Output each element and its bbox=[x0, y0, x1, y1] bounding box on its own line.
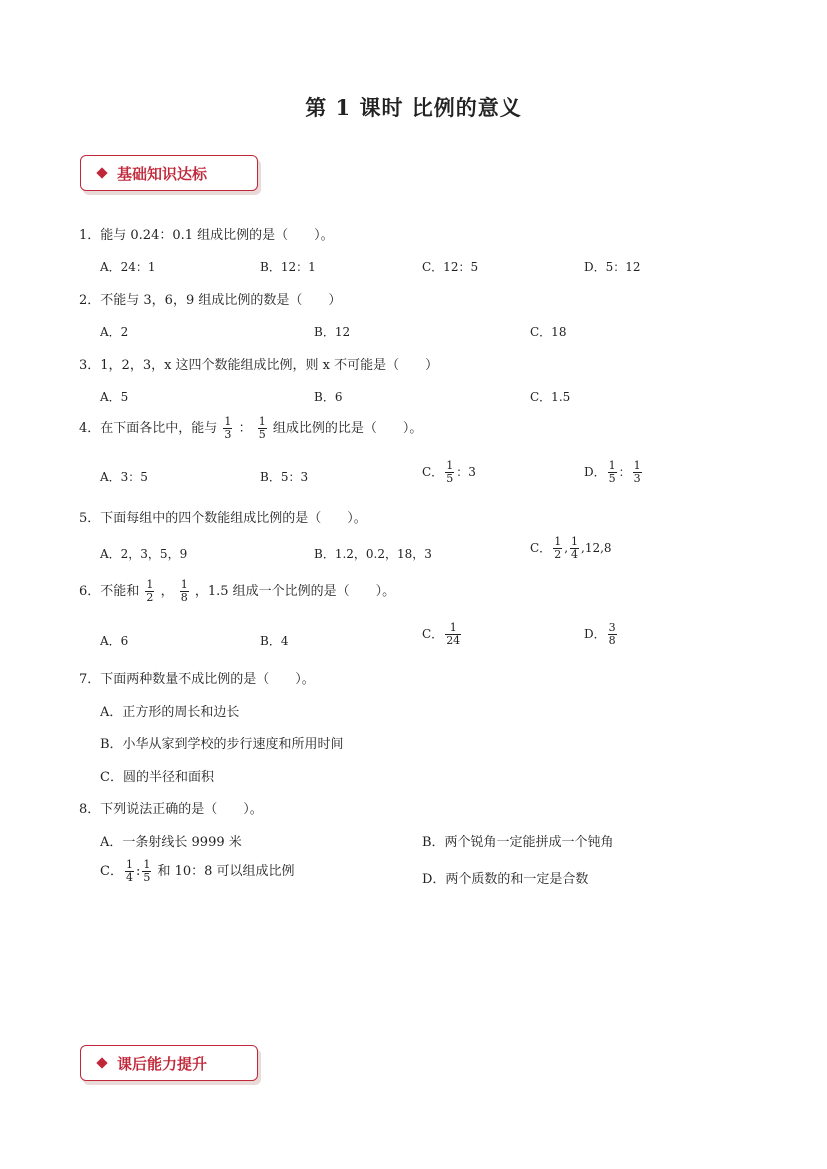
page-title: 第 1 课时 比例的意义 bbox=[305, 95, 522, 120]
question-8: 8．下列说法正确的是（ ）。 bbox=[79, 802, 263, 817]
q5-option-c: C． $\frac{1}{2}$ , $\frac{1}{4}$ ,12,8 bbox=[530, 535, 612, 561]
diamond-icon bbox=[96, 1057, 107, 1068]
q8-option-d: D．两个质数的和一定是合数 bbox=[422, 872, 589, 887]
q5-option-a: A．2，3，5，9 bbox=[100, 547, 188, 561]
q6-option-a: A．6 bbox=[100, 634, 129, 648]
question-6: 6．不能和 $\frac{1}{2}$ ， $\frac{1}{8}$ ，1.5 组成一个比例的是（ ）。 bbox=[79, 578, 396, 604]
q2-option-a: A．2 bbox=[100, 325, 129, 339]
fraction: $\frac{1}{2}$ bbox=[554, 535, 562, 561]
fraction: $\frac{1}{3}$ bbox=[633, 459, 641, 485]
q2-option-b: B．12 bbox=[314, 325, 351, 339]
section-banner-advanced bbox=[80, 1045, 258, 1081]
fraction: $\frac{1}{3}$ bbox=[224, 415, 232, 441]
question-4 bbox=[79, 416, 422, 441]
q6-option-d: D． $\frac{3}{8}$ bbox=[584, 621, 616, 647]
q7-option-a: A．正方形的周长和边长 bbox=[100, 705, 240, 720]
fraction: $\frac{1}{5}$ bbox=[258, 415, 266, 441]
fraction: $\frac{1}{8}$ bbox=[180, 578, 188, 604]
q5-option-b: B．1.2，0.2，18，3 bbox=[314, 547, 432, 561]
fraction: $\frac{1}{24}$ bbox=[446, 621, 461, 647]
fraction: $\frac{1}{2}$ bbox=[146, 578, 154, 604]
question-1: 1．能与 0.24：0.1 组成比例的是（ ）。 bbox=[79, 228, 334, 243]
q4-text-pre: 4．在下面各比中，能与 bbox=[79, 421, 218, 436]
q3-option-a: A．5 bbox=[100, 390, 129, 404]
q3-option-c: C．1.5 bbox=[530, 390, 571, 404]
section-title: 基础知识达标 bbox=[117, 165, 208, 183]
q6-option-b: B．4 bbox=[260, 634, 289, 648]
fraction: $\frac{1}{5}$ bbox=[446, 459, 454, 485]
section-title: 课后能力提升 bbox=[117, 1055, 208, 1073]
q1-option-d: D．5：12 bbox=[584, 260, 641, 274]
question-5: 5．下面每组中的四个数能组成比例的是（ ）。 bbox=[79, 511, 367, 526]
q6-option-c: C． $\frac{1}{24}$ bbox=[422, 621, 461, 647]
q1-option-b: B．12：1 bbox=[260, 260, 316, 274]
fraction: $\frac{1}{5}$ bbox=[608, 459, 616, 485]
q4-option-d: D． $\frac{1}{5}$ ： $\frac{1}{3}$ bbox=[584, 459, 641, 485]
fraction: $\frac{3}{8}$ bbox=[608, 621, 616, 647]
q7-option-c: C．圆的半径和面积 bbox=[100, 770, 214, 785]
q8-option-b: B．两个锐角一定能拼成一个钝角 bbox=[422, 835, 614, 850]
fraction: $\frac{1}{4}$ bbox=[125, 858, 133, 884]
question-3: 3．1，2，3，x 这四个数能组成比例，则 x 不可能是（ ） bbox=[79, 358, 439, 373]
q3-option-b: B．6 bbox=[314, 390, 343, 404]
q4-option-c: C． $\frac{1}{5}$ ：3 bbox=[422, 459, 476, 485]
q7-option-b: B．小华从家到学校的步行速度和所用时间 bbox=[100, 737, 344, 752]
q4-text-post: 组成比例的比是（ ）。 bbox=[272, 421, 423, 436]
q1-option-c: C．12：5 bbox=[422, 260, 479, 274]
section-banner-basic bbox=[80, 155, 258, 191]
fraction: $\frac{1}{4}$ bbox=[571, 535, 579, 561]
colon: ： bbox=[238, 421, 252, 436]
fraction: $\frac{1}{5}$ bbox=[143, 858, 151, 884]
q1-option-a: A．24：1 bbox=[100, 260, 156, 274]
question-2: 2．不能与 3，6，9 组成比例的数是（ ） bbox=[79, 293, 342, 308]
q8-option-c: C． $\frac{1}{4}$ : $\frac{1}{5}$ 和 10：8 可以组成比例 bbox=[100, 858, 295, 884]
diamond-icon bbox=[96, 167, 107, 178]
q2-option-c: C．18 bbox=[530, 325, 567, 339]
question-7: 7．下面两种数量不成比例的是（ ）。 bbox=[79, 672, 315, 687]
q4-option-b: B．5：3 bbox=[260, 470, 309, 484]
q4-option-a: A．3：5 bbox=[100, 470, 148, 484]
q8-option-a: A．一条射线长 9999 米 bbox=[100, 835, 242, 850]
